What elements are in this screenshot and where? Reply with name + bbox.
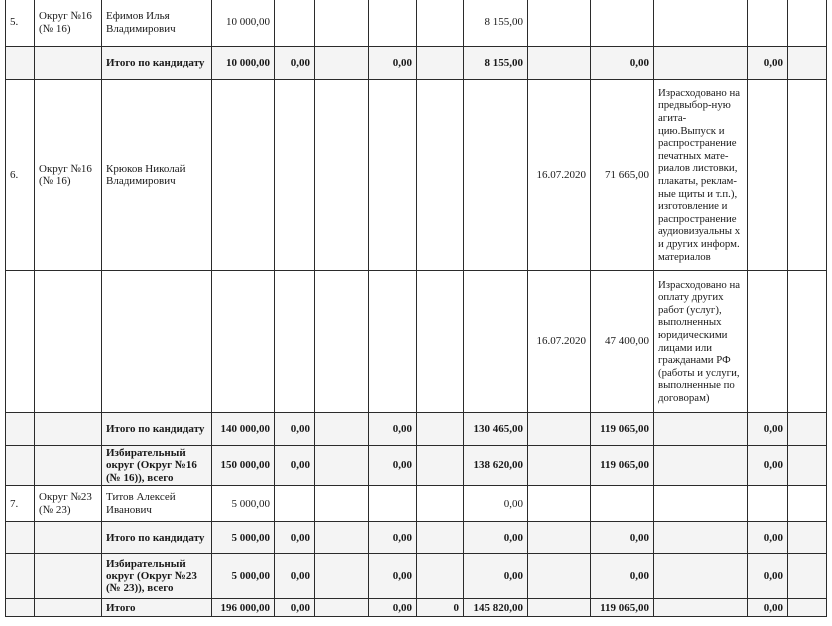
cell-c9 — [464, 271, 528, 413]
subtotal-label: Итого по кандидату — [102, 522, 212, 554]
cell-c8: 0 — [417, 599, 464, 617]
cell-c11: 119 065,00 — [591, 599, 654, 617]
table-row-candidate — [6, 80, 827, 271]
district-cell — [35, 554, 102, 599]
candidate-name: Титов Алексей Иванович — [102, 486, 212, 522]
cell-c5: 0,00 — [275, 554, 315, 599]
district-cell — [35, 271, 102, 413]
cell-c7 — [369, 271, 417, 413]
cell-date — [528, 522, 591, 554]
cell-c6 — [315, 446, 369, 486]
cell-date — [528, 0, 591, 47]
district-cell: Округ №16 (№ 16) — [35, 0, 102, 47]
cell-note — [654, 446, 748, 486]
cell-c9 — [464, 80, 528, 271]
cell-c9: 0,00 — [464, 554, 528, 599]
cell-c11: 47 400,00 — [591, 271, 654, 413]
cell-c11 — [591, 486, 654, 522]
cell-note — [654, 80, 748, 271]
cell-c13: 0,00 — [748, 554, 788, 599]
cell-c14 — [788, 446, 827, 486]
district-cell — [35, 446, 102, 486]
cell-c13 — [748, 80, 788, 271]
cell-note — [654, 554, 748, 599]
cell-c7 — [369, 80, 417, 271]
cell-c14 — [788, 486, 827, 522]
cell-c8 — [417, 413, 464, 446]
cell-c13 — [748, 0, 788, 47]
cell-c6 — [315, 554, 369, 599]
candidate-name: Крюков Николай Владимирович — [102, 80, 212, 271]
cell-c14 — [788, 522, 827, 554]
cell-c4: 5 000,00 — [212, 486, 275, 522]
cell-c4: 5 000,00 — [212, 522, 275, 554]
row-number — [6, 554, 35, 599]
row-number — [6, 446, 35, 486]
candidate-name — [102, 271, 212, 413]
cell-c9: 0,00 — [464, 522, 528, 554]
cell-c7: 0,00 — [369, 554, 417, 599]
cell-c7: 0,00 — [369, 413, 417, 446]
cell-c7 — [369, 0, 417, 47]
cell-c5 — [275, 80, 315, 271]
cell-c5 — [275, 486, 315, 522]
cell-c5: 0,00 — [275, 522, 315, 554]
cell-c6 — [315, 47, 369, 80]
cell-note — [654, 47, 748, 80]
cell-note — [654, 413, 748, 446]
district-cell — [35, 599, 102, 617]
cell-date — [528, 413, 591, 446]
cell-c9: 145 820,00 — [464, 599, 528, 617]
cell-c5 — [275, 0, 315, 47]
cell-c8 — [417, 522, 464, 554]
cell-c11: 119 065,00 — [591, 446, 654, 486]
district-total-label: Избирательный округ (Округ №16 (№ 16)), всего — [102, 446, 212, 486]
cell-c9: 8 155,00 — [464, 47, 528, 80]
district-cell — [35, 47, 102, 80]
cell-note — [654, 0, 748, 47]
table-row-grand-total — [6, 599, 827, 617]
cell-c13 — [748, 486, 788, 522]
cell-c5: 0,00 — [275, 446, 315, 486]
cell-date — [528, 446, 591, 486]
cell-c6 — [315, 522, 369, 554]
cell-date — [528, 486, 591, 522]
cell-c8 — [417, 47, 464, 80]
cell-c6 — [315, 271, 369, 413]
candidate-name: Ефимов Илья Владимирович — [102, 0, 212, 47]
cell-c13: 0,00 — [748, 599, 788, 617]
table-row-candidate — [6, 486, 827, 522]
cell-c14 — [788, 0, 827, 47]
row-number — [6, 271, 35, 413]
expense-note: Израсходовано на оплату других работ (услуг), выполненных юридическими лицами или гражданами РФ (работы и услуги, выполненные по договорам) — [658, 278, 741, 404]
table-body — [6, 0, 827, 617]
cell-c11: 0,00 — [591, 522, 654, 554]
cell-c8 — [417, 0, 464, 47]
cell-c6 — [315, 413, 369, 446]
cell-date — [528, 554, 591, 599]
cell-date — [528, 47, 591, 80]
cell-c9: 0,00 — [464, 486, 528, 522]
table-row-district-total — [6, 554, 827, 599]
cell-c8 — [417, 271, 464, 413]
district-cell — [35, 522, 102, 554]
cell-c5: 0,00 — [275, 599, 315, 617]
row-number: 5. — [6, 0, 35, 47]
district-cell: Округ №23 (№ 23) — [35, 486, 102, 522]
cell-c8 — [417, 446, 464, 486]
table-row-district-total — [6, 446, 827, 486]
row-number — [6, 522, 35, 554]
cell-c4: 150 000,00 — [212, 446, 275, 486]
cell-c13: 0,00 — [748, 47, 788, 80]
cell-c11 — [591, 0, 654, 47]
cell-c13: 0,00 — [748, 413, 788, 446]
cell-c7: 0,00 — [369, 47, 417, 80]
cell-c8 — [417, 486, 464, 522]
cell-c11: 119 065,00 — [591, 413, 654, 446]
cell-c14 — [788, 47, 827, 80]
cell-c7: 0,00 — [369, 446, 417, 486]
cell-c11: 0,00 — [591, 554, 654, 599]
row-number — [6, 47, 35, 80]
cell-c5 — [275, 271, 315, 413]
cell-c8 — [417, 80, 464, 271]
table-row-subtotal — [6, 47, 827, 80]
cell-c11: 0,00 — [591, 47, 654, 80]
cell-c9: 138 620,00 — [464, 446, 528, 486]
cell-c9: 130 465,00 — [464, 413, 528, 446]
cell-c13 — [748, 271, 788, 413]
cell-c14 — [788, 413, 827, 446]
cell-date: 16.07.2020 — [528, 271, 591, 413]
cell-c9: 8 155,00 — [464, 0, 528, 47]
cell-c7 — [369, 486, 417, 522]
cell-c4: 140 000,00 — [212, 413, 275, 446]
cell-c11: 71 665,00 — [591, 80, 654, 271]
cell-c14 — [788, 271, 827, 413]
cell-note — [654, 486, 748, 522]
district-cell: Округ №16 (№ 16) — [35, 80, 102, 271]
district-total-label: Избирательный округ (Округ №23 (№ 23)), всего — [102, 554, 212, 599]
cell-c8 — [417, 554, 464, 599]
cell-note — [654, 599, 748, 617]
grand-total-label: Итого — [102, 599, 212, 617]
cell-c6 — [315, 599, 369, 617]
cell-c6 — [315, 486, 369, 522]
cell-c4 — [212, 80, 275, 271]
cell-c4: 196 000,00 — [212, 599, 275, 617]
cell-c6 — [315, 80, 369, 271]
finance-report-table — [5, 0, 827, 617]
cell-note — [654, 522, 748, 554]
table-row-subtotal — [6, 413, 827, 446]
district-cell — [35, 413, 102, 446]
cell-c4: 10 000,00 — [212, 47, 275, 80]
table-row-candidate — [6, 0, 827, 47]
cell-c6 — [315, 0, 369, 47]
cell-c14 — [788, 80, 827, 271]
row-number: 6. — [6, 80, 35, 271]
cell-c5: 0,00 — [275, 47, 315, 80]
row-number — [6, 413, 35, 446]
cell-c4 — [212, 271, 275, 413]
expense-note: Израсходовано на предвыбор-ную агита-цию.Выпуск и распространение печатных мате-риалов листовки, плакаты, реклам-ные щиты и т.п.), изготовление и распространение аудиовизуальны х и других информ. материалов — [658, 86, 741, 263]
row-number — [6, 599, 35, 617]
cell-date — [528, 599, 591, 617]
row-number: 7. — [6, 486, 35, 522]
cell-c5: 0,00 — [275, 413, 315, 446]
cell-date: 16.07.2020 — [528, 80, 591, 271]
cell-c14 — [788, 554, 827, 599]
cell-c13: 0,00 — [748, 446, 788, 486]
cell-note — [654, 271, 748, 413]
cell-c4: 5 000,00 — [212, 554, 275, 599]
cell-c13: 0,00 — [748, 522, 788, 554]
cell-c7: 0,00 — [369, 522, 417, 554]
subtotal-label: Итого по кандидату — [102, 413, 212, 446]
cell-c7: 0,00 — [369, 599, 417, 617]
cell-c4: 10 000,00 — [212, 0, 275, 47]
table-row-subtotal — [6, 522, 827, 554]
cell-c14 — [788, 599, 827, 617]
subtotal-label: Итого по кандидату — [102, 47, 212, 80]
table-row-candidate — [6, 271, 827, 413]
